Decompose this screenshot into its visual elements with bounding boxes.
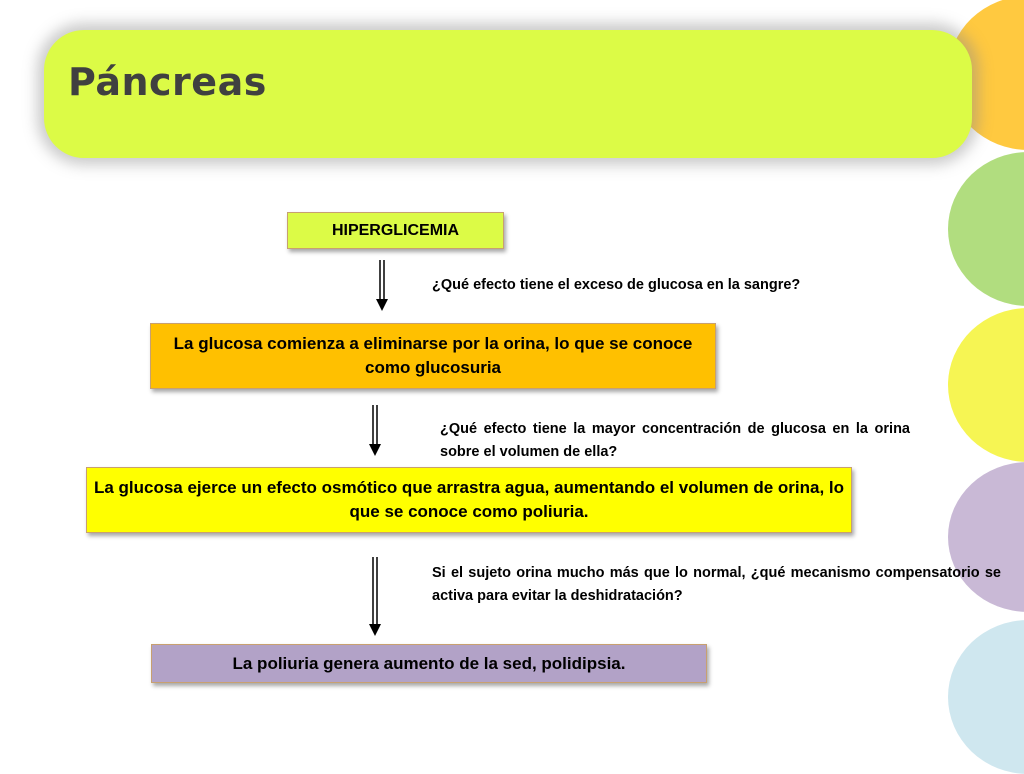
flow-step-polidipsia: La poliuria genera aumento de la sed, polidipsia. [151, 644, 707, 683]
flow-step-hiperglicemia: HIPERGLICEMIA [287, 212, 504, 249]
question-2: ¿Qué efecto tiene la mayor concentración de glucosa en la orina sobre el volumen de ella? [440, 421, 910, 460]
down-arrow-icon [365, 403, 385, 457]
down-arrow-icon [372, 258, 392, 312]
question-3: Si el sujeto orina mucho más que lo normal, ¿qué mecanismo compensatorio se activa para evitar la deshidratación? [432, 565, 1001, 604]
flow-step-glucosuria: La glucosa comienza a eliminarse por la orina, lo que se conoce como glucosuria [150, 323, 716, 389]
decorative-circle-blue [948, 620, 1024, 774]
question-1: ¿Qué efecto tiene el exceso de glucosa en la sangre? [432, 277, 801, 293]
flow-step-poliuria: La glucosa ejerce un efecto osmótico que arrastra agua, aumentando el volumen de orina, lo que se conoce como poliuria. [86, 467, 852, 533]
decorative-circle-yellow [948, 308, 1024, 462]
slide-title: Páncreas [68, 60, 267, 104]
decorative-circle-green [948, 152, 1024, 306]
down-arrow-icon [365, 555, 385, 637]
